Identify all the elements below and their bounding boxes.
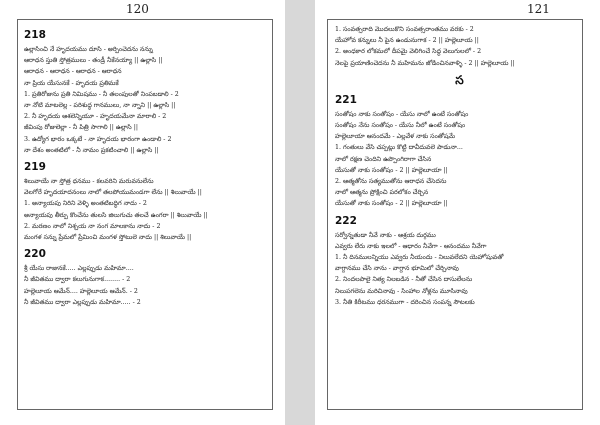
hymn-222 bbox=[335, 214, 584, 308]
hymn-line: ఎవ్వరు లేరు నాకు ఇలలో - ఆధారం నీవేగా - ఆనందము నీవేగా bbox=[335, 242, 487, 250]
hymn-line: యేసుతో నాకు సంతోషం - 2 || హల్లెలూయా || bbox=[335, 200, 448, 208]
hymn-line: ఉల్లాసించి నే హృదయము దూసి - అర్పించెదను నన్ను bbox=[24, 46, 153, 53]
hymn-line: 2. నిందలపాలై నిత్య నిలబడిన - నీతో చేసిన దాసులేలను bbox=[335, 276, 473, 284]
hymn-line: 1. సంవత్సరాది మొదలుకొని సంవత్సరాంతము వరకు - 2 bbox=[335, 26, 474, 33]
hymn-line: యేహోవ కన్నులు నీ పైన ఉండునుగాక - 2 || హల్లెలూయ || bbox=[335, 37, 479, 45]
hymn-220 bbox=[24, 247, 271, 308]
hymn-line: జీవింపు రోజులెల్లా - నీ పిత్రి సాగాలి || ఉల్లాసి || bbox=[24, 124, 138, 132]
hymn-line: సంతోషం నేను సంతోషం - యేసు నీలో ఉంటే సంతోషం bbox=[335, 122, 466, 130]
hymn-continued bbox=[335, 24, 584, 69]
hymn-line: శ్రీ యేసు రాజునకే..... ఎల్లప్పుడు మహిమా.... bbox=[24, 265, 134, 273]
hymn-line: సర్వోన్నతుడా నీవే నాకు - ఆశ్రయ దుర్గము bbox=[335, 231, 436, 239]
hymn-line: 2. మరణం నాలో నిశ్చయ నా నంగ మాలకాను నాదు - 2 bbox=[24, 222, 161, 230]
hymn-line: 2. ఆత్మతోను సత్యముతోను ఆరాధన చేసెదను bbox=[335, 178, 447, 186]
page-content bbox=[335, 24, 584, 308]
hymn-line: 1. అన్యాయపు నిరిని వెళ్ళి అంతటిబద్ధిగ నాదు - 2 bbox=[24, 200, 147, 208]
hymn-number: 218 bbox=[24, 29, 46, 41]
hymn-line: 1. ప్రతిరోజును ప్రతి నిమిషము - నీ తలంపులతో నింపబడాలి - 2 bbox=[24, 90, 179, 98]
hymn-number: 221 bbox=[335, 93, 357, 106]
hymn-line: ఆరాధన స్తుతి స్తోత్రములు - తండ్రీ నీకేనయ్యా || ఉల్లాసి || bbox=[24, 57, 163, 65]
hymn-line: నిలుపగలెను మరిచినావు - సింహాల నోళ్లను మూసినావు bbox=[335, 287, 468, 295]
hymn-line: 1. నీ దినములన్నియు ఎవ్వరు నీయందు - నిలువలేదని యెహోషువతో bbox=[335, 254, 504, 262]
hymn-line: నాలో రక్షణ చెందిని ఉప్పొంగిరాగా చేసిన bbox=[335, 155, 432, 163]
hymn-line: నెలపై ప్రయాణించెదను నీ మహిమను జోడించినవాళ్ళి - 2 || హల్లెలూయ || bbox=[335, 59, 515, 67]
hymn-line: యేసుతో నాకు సంతోషం - 2 || హల్లెలూయా || bbox=[335, 166, 448, 174]
hymn-line: వెలగోరే హృదయాదనంలు నాలో తలపోయుమండగా లేను || శిలువాయే || bbox=[24, 189, 202, 197]
hymn-line: 3. నీతి కిరీటము ధరనముగా - దరించిన సంపన్న సౌటలకు bbox=[335, 298, 475, 306]
hymn-line: హల్లెలూయా ఆనందమే - ఎల్లవేళ నాకు సంతోషమే bbox=[335, 133, 456, 141]
hymn-line: నీ జీవితము ద్వారా కలుగునుగాక........ - 2 bbox=[24, 276, 131, 284]
hymn-line: వాగ్దానము చేసి నాను - వాగ్దాన భూమిలో చేర్చినావు bbox=[335, 265, 459, 273]
hymn-number: 222 bbox=[335, 214, 357, 227]
hymn-line: హల్లెలూయ ఆమేన్.... హల్లెలూయ ఆమేన్. - 2 bbox=[24, 287, 138, 295]
hymn-line: నా దేశం అంతటిలో - నీ నామం ప్రకటించాలి || ఉల్లాసి || bbox=[24, 146, 159, 154]
hymn-number: 220 bbox=[24, 248, 46, 261]
left-page bbox=[0, 0, 285, 425]
hymn-line: శిలువాయే నా స్తోత్ర ధనము - కలవరిని మరువనులేను bbox=[24, 178, 154, 186]
hymn-line: సంతోషం నాకు సంతోషం - యేసు నాలో ఉంటే సంతోషం bbox=[335, 110, 469, 118]
hymn-line: నా ప్రియ యేసునకే - హృదయ ప్రతిమకే bbox=[24, 79, 119, 87]
page-number: 120 bbox=[126, 2, 149, 16]
hymn-219 bbox=[24, 160, 271, 243]
hymn-221 bbox=[335, 93, 584, 210]
hymn-line: నీ జీవితము ద్వారా ఎల్లప్పుడు మహిమా..... - 2 bbox=[24, 298, 141, 306]
hymn-line: నాలో ఆత్మను ప్రోక్షించి పరలోకం చేర్చిన bbox=[335, 189, 429, 197]
section-letter: స bbox=[455, 72, 464, 87]
hymn-line: నా నోటి మాటలెల్ల - పరిశుద్ధ గానములు, నా న్నాని || ఉల్లాసి || bbox=[24, 102, 176, 110]
right-page bbox=[315, 0, 600, 425]
hymn-line: 3. ఉద్యోగ భారం ఒక్కటే - నా హృదయ భారంగా ఉండాలి - 2 bbox=[24, 135, 172, 143]
hymn-line: ఆరాధన - ఆరాధన - ఆరాధన - ఆరాధన bbox=[24, 68, 122, 76]
hymn-line: మంగళ సన్ను ప్రేమలో ప్రేమించి మంగళ స్తోటులె నాదు || శిలువాయే || bbox=[24, 234, 192, 242]
hymn-line: 1. గంతులు వేసి చప్పట్లు కొట్టి దావీదువలె పాడునా... bbox=[335, 144, 463, 152]
hymn-number: 219 bbox=[24, 161, 46, 174]
page-number: 121 bbox=[527, 2, 550, 16]
hymn-218 bbox=[24, 28, 271, 156]
page-content bbox=[24, 24, 271, 308]
hymn-line: 2. నీ హృదయ ఆశలెన్నియూ - హృదయమేనా మారాలి - 2 bbox=[24, 113, 167, 121]
hymn-line: అన్యాయపు తీర్పు కొంచేను తులసి జిలుగుచు తలచే ఉంగరా || శిలువాయే || bbox=[24, 211, 208, 219]
hymn-line: 2. అంధకార లోకమలో దీపమై వెలిగించే సిద్ధ వెలుగులలో - 2 bbox=[335, 48, 482, 56]
